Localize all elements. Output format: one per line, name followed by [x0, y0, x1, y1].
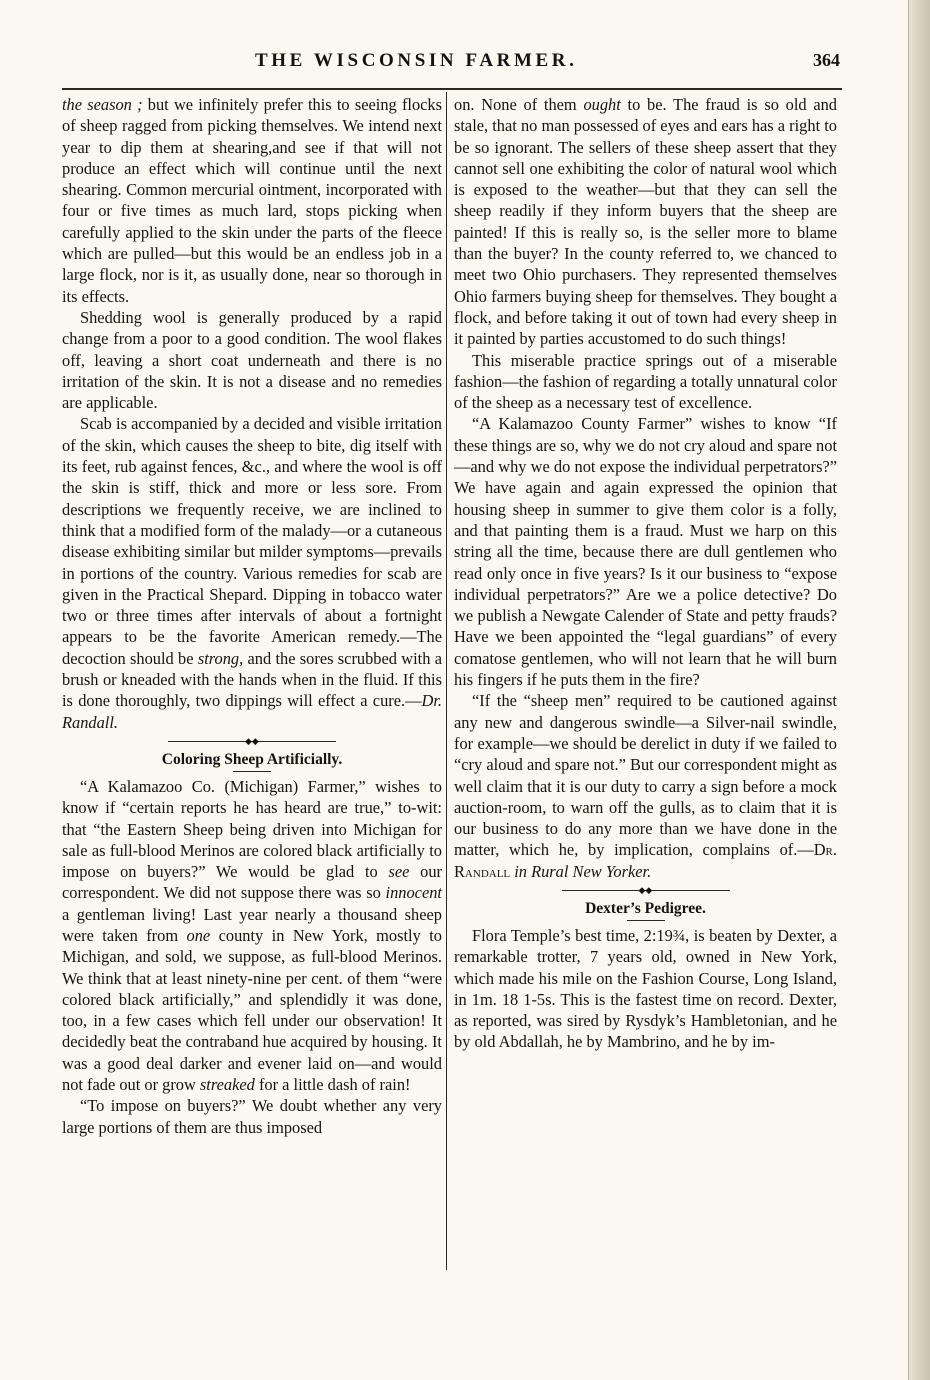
signature: Dr. Randall: [454, 840, 837, 881]
heading-rule: [233, 771, 271, 772]
right-column: [454, 94, 837, 1053]
text: a gentleman living! Last year nearly a thousand sheep were taken from: [62, 904, 442, 945]
text: county in New York, mostly to Michigan, and sold, we suppose, as full-blood Merinos. We think that at least ninety-nine per cent. of them “were colored black artificially,” and splendidly it was done, too, in a few cases which fell under our observation! It decidedly beat the contraband hue acquired by housing. It was a good deal darker and evener laid on—and would not fade out or grow: [62, 925, 442, 1095]
column-divider: [446, 92, 447, 1270]
text: and the sores scrubbed with a brush or kneaded with the hands when in the fluid. If this is done thoroughly, two dippings will effect a cure.—: [62, 648, 442, 711]
paragraph: [454, 690, 837, 882]
paragraph: “A Kalamazoo County Farmer” wishes to know “If these things are so, why we do not cry aloud and spare not—and why we do not expose the individual perpetrators?” We have again and again expressed the opinion that housing sheep in summer to give them color is a folly, and that painting them is a fraud. Must we harp on this string all the time, because there are dull gentlemen who read only once in five years? Is it our business to “expose individual perpetrators?” Are we a police detective? Do we publish a Newgate Calender of State and petty frauds? Have we been appointed the “legal guardians” of every comatose gentlemen, who will not learn that he will burn his fingers if he puts them in the fire?: [454, 414, 837, 690]
emphasis: strong,: [197, 648, 244, 668]
divider-ornament: ◆◆: [245, 735, 259, 746]
paragraph: [62, 776, 442, 1095]
text: Scab is accompanied by a decided and visible irritation of the skin, which causes the sheep to bite, dig itself with its feet, rub against fences, &c., and where the wool is off the skin is stiff, thick and more or less sore. From descriptions we frequently receive, we are inclined to think that a modified form of the malady—or a cutaneous disease exhibiting similar but milder symptoms—prevails in portions of the country. Various remedies for scab are given in the Practical Shepard. Dipping in tobacco water two or three times after intervals of about a fortnight appears to be the favorite American remedy.—The decoction should be: [62, 414, 442, 668]
source-citation: in Rural New Yorker.: [510, 861, 652, 881]
paragraph: Shedding wool is generally produced by a rapid change from a poor to a good condition. The wool flakes off, leaving a short coat underneath and there is no irritation of the skin. It is not a disease and no remedies are applicable.: [62, 307, 442, 413]
text: our correspondent. We did not suppose there was so: [62, 862, 442, 903]
paragraph: [62, 413, 442, 732]
emphasis: one: [186, 925, 211, 945]
paragraph: [62, 94, 442, 307]
emphasis: the season ;: [62, 95, 143, 114]
paragraph: [454, 94, 837, 350]
heading-rule: [627, 920, 665, 921]
running-header: [255, 50, 840, 76]
paragraph: This miserable practice springs out of a miserable fashion—the fashion of regarding a totally unnatural color of the sheep as a necessary test of excellence.: [454, 350, 837, 413]
page-edge: [908, 0, 930, 1380]
emphasis: ought: [583, 95, 621, 114]
section-heading: Dexter’s Pedigree.: [585, 899, 706, 917]
section-heading: Coloring Sheep Artificially.: [161, 750, 343, 768]
page-number: 364: [813, 50, 840, 70]
section-divider: [562, 884, 730, 898]
text: to be. The fraud is so old and stale, that no man possessed of eyes and ears has a right to be so ignorant. The sellers of these sheep assert that they cannot sell one exhibiting the color of natural wool which is exposed to the weather—but that they can sell the sheep readily if they inform buyers that the sheep are painted! If this is really so, is the seller more to blame than the buyer? In the county referred to, we chanced to meet two Ohio purchasers. They represented themselves Ohio farmers buying sheep for themselves. They bought a flock, and before taking it out of town had every sheep in it painted by parties accustomed to do such things!: [454, 95, 838, 349]
text: “A Kalamazoo Co. (Michigan) Farmer,” wishes to know if “certain reports he has heard are true,” to-wit: that “the Eastern Sheep being driven into Michigan for sale as full-blood Merinos are colored black artificially to impose on buyers?” We would be glad to: [62, 776, 442, 882]
emphasis: see: [388, 862, 410, 882]
emphasis: innocent: [385, 883, 442, 903]
text: “If the “sheep men” required to be cautioned against any new and dangerous swindle—a Silver-nail swindle, for example—we should be derelict in duty if we failed to “cry aloud and spare not.” But our correspondent might as well claim that it is our duty to carry a sign before a mock auction-room, to warn off the gulls, as to claim that it is our business to do any more than we have done in the matter, which he, by implication, complains of.—: [454, 691, 837, 860]
text: for a little dash of rain!: [254, 1075, 411, 1095]
text: but we infinitely prefer this to seeing flocks of sheep ragged from picking themselves. We intend next year to dip them at shearing,and see if that will not produce an effect which will continue until the next shearing. Common mercurial ointment, incorporated with four or five times as much lard, stops picking when carefully applied to the skin under the parts of the fleece which are pulled—but this would be an endless job in a large flock, nor is it, as usually done, near so thorough in its effects.: [62, 95, 443, 306]
running-title: THE WISCONSIN FARMER.: [255, 50, 578, 71]
signature: Dr. Randall.: [62, 691, 442, 732]
left-column: [62, 94, 442, 1138]
section-divider: [168, 735, 336, 749]
header-rule: [62, 88, 842, 90]
divider-ornament: ◆◆: [638, 884, 653, 895]
paragraph: “To impose on buyers?” We doubt whether any very large portions of them are thus imposed: [62, 1096, 442, 1137]
text: on. None of them: [454, 95, 584, 114]
paragraph: Flora Temple’s best time, 2:19¾, is beaten by Dexter, a remarkable trotter, 7 years old, owned in New York, which made his mile on the Fashion Course, Long Island, in 1m. 18 1-5s. This is the fastest time on record. Dexter, as reported, was sired by Rysdyk’s Hambletonian, and he by old Abdallah, he by Mambrino, and he by im-: [454, 925, 837, 1052]
emphasis: streaked: [199, 1075, 255, 1095]
